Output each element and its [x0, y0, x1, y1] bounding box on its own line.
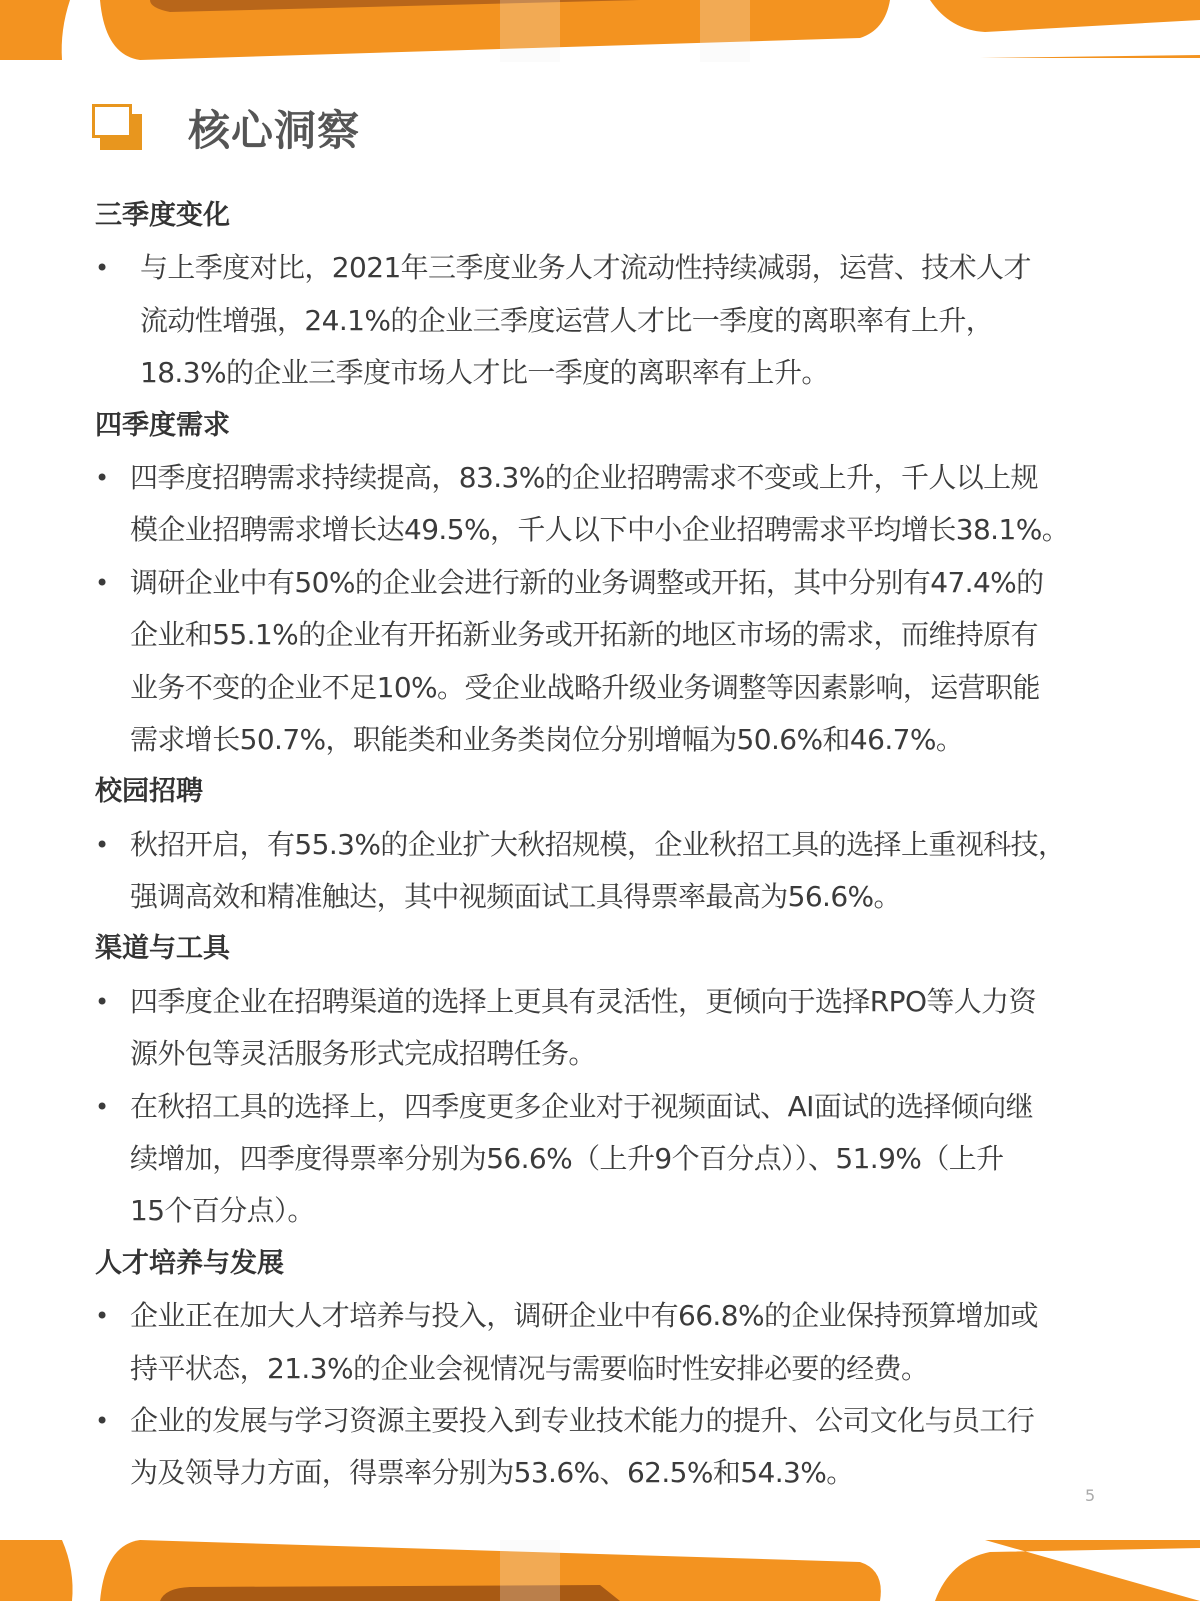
bullet-text-line: 模企业招聘需求增长达49.5%，千人以下中小企业招聘需求平均增长38.1%。 — [130, 513, 1070, 547]
bullet-item — [95, 819, 1175, 924]
top-decorative-banner — [0, 0, 1200, 62]
bullet-item — [95, 1290, 1175, 1395]
bullet-item — [95, 1395, 1175, 1500]
bullet-text-line: 持平状态，21.3%的企业会视情况与需要临时性安排必要的经费。 — [130, 1351, 929, 1385]
bullet-text-line: 续增加，四季度得票率分别为56.6%（上升9个百分点））、51.9%（上升 — [130, 1142, 1004, 1176]
bullet-text-line: 调研企业中有50%的企业会进行新的业务调整或开拓，其中分别有47.4%的 — [130, 565, 1044, 599]
page-number: 5 — [1085, 1486, 1096, 1505]
bullet-text-line: 四季度企业在招聘渠道的选择上更具有灵活性，更倾向于选择RPO等人力资 — [130, 984, 1036, 1018]
section-heading: 人才培养与发展 — [95, 1247, 284, 1279]
bullet-item — [95, 452, 1175, 557]
bullet-text-line: 秋招开启，有55.3%的企业扩大秋招规模，企业秋招工具的选择上重视科技， — [130, 827, 1066, 861]
bullet-text-line: 15个百分点）。 — [130, 1194, 315, 1228]
section-heading: 四季度需求 — [95, 409, 230, 441]
bullet-text-line: 与上季度对比，2021年三季度业务人才流动性持续减弱，运营、技术人才 — [140, 251, 1031, 285]
section-heading: 渠道与工具 — [95, 933, 230, 965]
bullet-text-line: 在秋招工具的选择上，四季度更多企业对于视频面试、AI面试的选择倾向继 — [130, 1089, 1034, 1123]
bullet-dot-icon: • — [95, 463, 110, 492]
bullet-dot-icon: • — [95, 1406, 110, 1435]
page-title: 核心洞察 — [188, 106, 361, 155]
bullet-item — [95, 557, 1175, 767]
bullet-item — [95, 976, 1175, 1081]
bullet-text-line: 企业正在加大人才培养与投入，调研企业中有66.8%的企业保持预算增加或 — [130, 1299, 1038, 1333]
page-title-row — [92, 100, 360, 156]
bullet-item — [95, 1081, 1175, 1238]
bullet-text-line: 企业和55.1%的企业有开拓新业务或开拓新的地区市场的需求，而维持原有 — [130, 618, 1038, 652]
bullet-text-line: 为及领导力方面，得票率分别为53.6%、62.5%和54.3%。 — [130, 1456, 854, 1490]
bullet-item — [95, 242, 1175, 399]
section-heading: 三季度变化 — [95, 200, 230, 231]
bullet-text-line: 业务不变的企业不足10%。受企业战略升级业务调整等因素影响，运营职能 — [130, 670, 1040, 704]
bullet-dot-icon: • — [95, 1092, 110, 1121]
bullet-text-line: 强调高效和精准触达，其中视频面试工具得票率最高为56.6%。 — [130, 880, 901, 914]
bullet-dot-icon: • — [95, 254, 110, 283]
bullet-text-line: 企业的发展与学习资源主要投入到专业技术能力的提升、公司文化与员工行 — [130, 1403, 1035, 1437]
bullet-dot-icon: • — [95, 830, 110, 859]
bullet-text-line: 需求增长50.7%，职能类和业务类岗位分别增幅为50.6%和46.7%。 — [130, 722, 964, 756]
square-bullet-icon — [92, 104, 148, 152]
section-heading: 校园招聘 — [95, 776, 203, 808]
insights-content — [95, 190, 1175, 1500]
bullet-text-line: 流动性增强，24.1%的企业三季度运营人才比一季度的离职率有上升， — [140, 303, 994, 337]
bullet-text-line: 源外包等灵活服务形式完成招聘任务。 — [130, 1037, 596, 1071]
bullet-dot-icon: • — [95, 568, 110, 597]
bullet-dot-icon: • — [95, 987, 110, 1016]
bullet-text-line: 18.3%的企业三季度市场人才比一季度的离职率有上升。 — [140, 356, 829, 390]
bottom-decorative-banner — [0, 1540, 1200, 1601]
bullet-dot-icon: • — [95, 1302, 110, 1331]
bullet-text-line: 四季度招聘需求持续提高，83.3%的企业招聘需求不变或上升，千人以上规 — [130, 460, 1038, 494]
